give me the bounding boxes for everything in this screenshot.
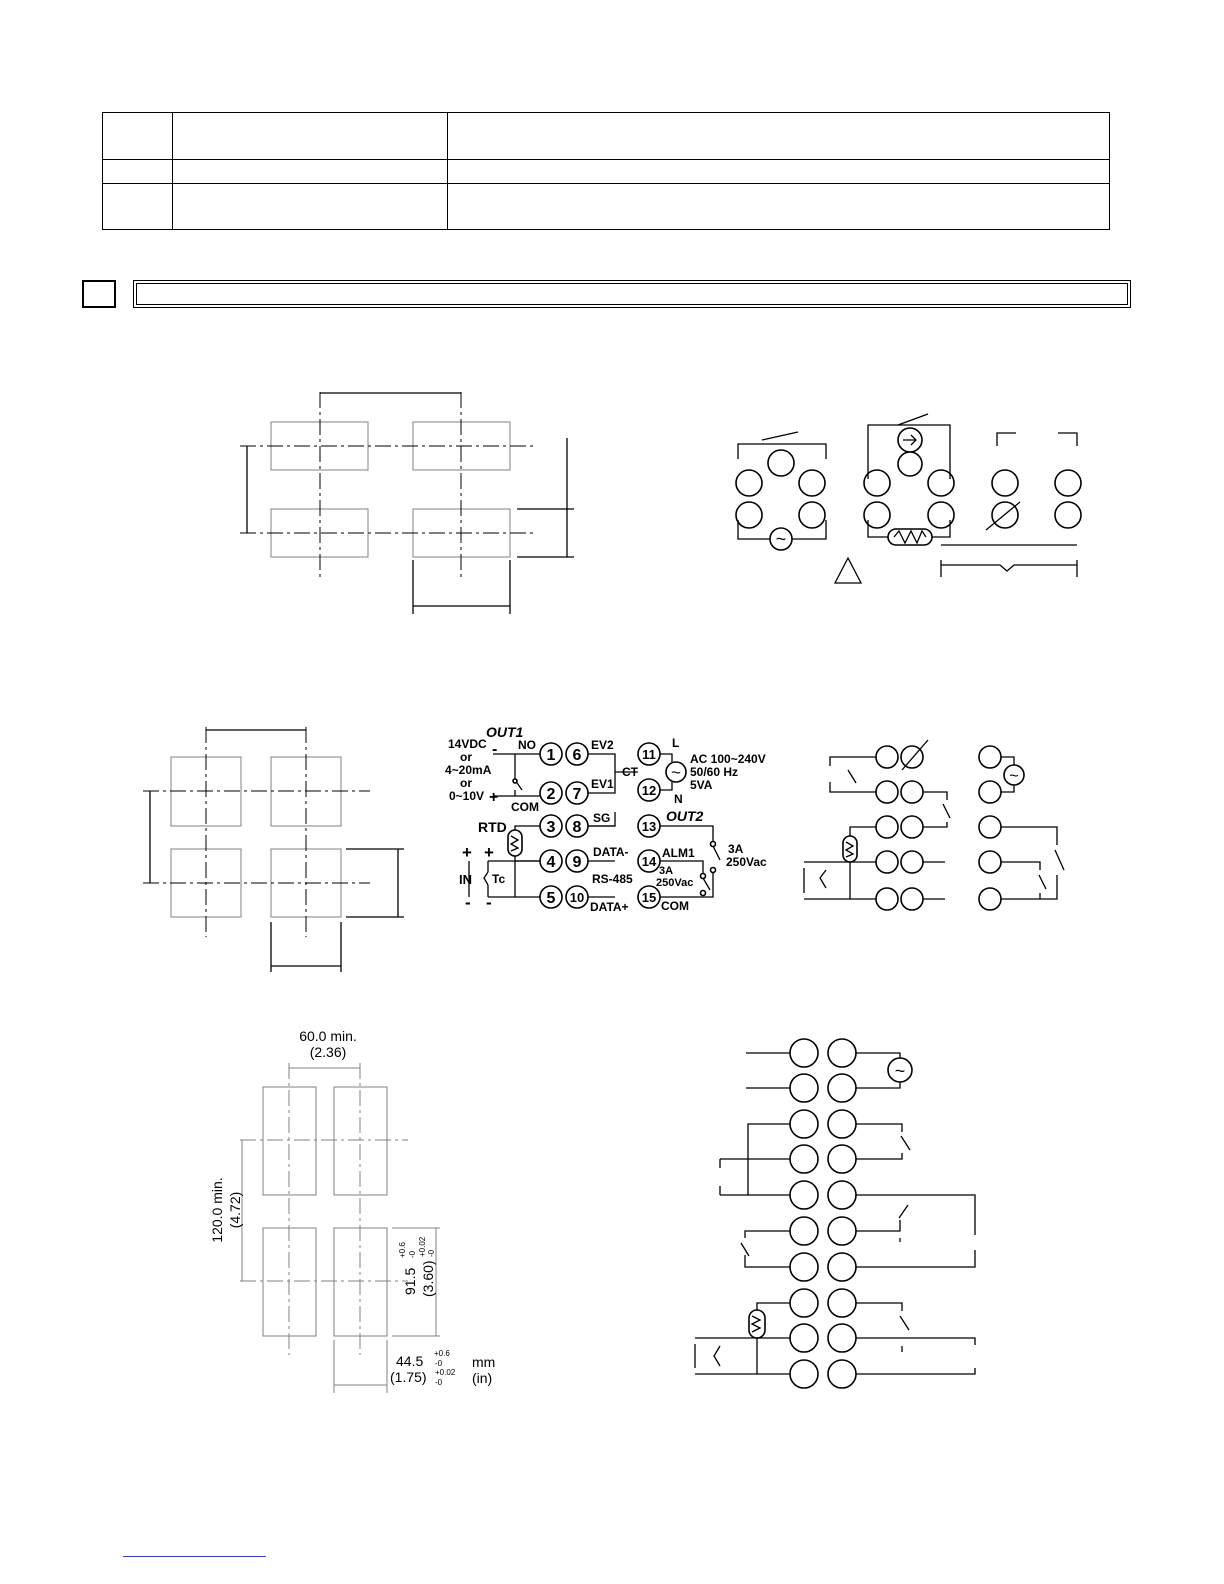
in-plus: + xyxy=(484,843,494,862)
svg-text:~: ~ xyxy=(775,529,787,549)
wiring-diagram-f xyxy=(804,740,1064,910)
dim-height-tol: +0.6 xyxy=(398,1242,407,1258)
dim-h-spacing: 60.0 min. xyxy=(299,1028,357,1044)
unit-mm: mm xyxy=(472,1354,496,1370)
terminal-number: 2 xyxy=(546,786,556,803)
in-plus: + xyxy=(462,843,472,862)
com2-label: COM xyxy=(661,899,689,913)
ac-spec: 5VA xyxy=(690,778,713,792)
out1-spec: 0~10V xyxy=(449,789,485,803)
terminal-number: 9 xyxy=(572,854,582,871)
terminal-number: 13 xyxy=(641,819,657,834)
out1-minus: - xyxy=(492,741,498,758)
ac-spec: 50/60 Hz xyxy=(690,765,739,779)
out2-title: OUT2 xyxy=(666,808,704,824)
dim-h-spacing-in: (2.36) xyxy=(309,1044,347,1060)
ev2-label: EV2 xyxy=(591,738,614,752)
ev1-label: EV1 xyxy=(591,777,614,791)
out1-spec: 14VDC xyxy=(448,737,487,751)
footer-link-underline[interactable] xyxy=(123,1556,266,1557)
terminal-number: 15 xyxy=(641,890,657,905)
dim-height-in: (3.60) xyxy=(420,1260,436,1297)
svg-text:~: ~ xyxy=(894,1061,906,1081)
out1-spec: or xyxy=(460,750,472,764)
dim-width-tol: +0.6 xyxy=(434,1349,450,1358)
ac-spec: AC 100~240V xyxy=(690,752,766,766)
panel-cutout-a xyxy=(240,392,574,614)
terminal-number: 14 xyxy=(641,854,657,869)
svg-text:~: ~ xyxy=(671,763,681,782)
terminal-number: 10 xyxy=(569,890,585,905)
terminal-wiring-main xyxy=(445,724,767,914)
no-label: NO xyxy=(518,738,536,752)
terminal-number: 4 xyxy=(546,854,556,871)
terminal-number: 8 xyxy=(572,819,582,836)
dim-height: 91.5 xyxy=(402,1267,418,1295)
unit-in: (in) xyxy=(472,1370,493,1386)
dim-width-tol: -0 xyxy=(435,1359,443,1368)
ct-label: CT xyxy=(622,765,638,779)
dim-width-in: (1.75) xyxy=(390,1369,427,1385)
alm1-rating: 250Vac xyxy=(656,877,694,889)
n-label: N xyxy=(674,792,683,806)
alm1-rating: 3A xyxy=(659,865,674,877)
alm1-label: ALM1 xyxy=(662,846,695,860)
in-minus: - xyxy=(486,893,492,912)
wiring-diagram-h xyxy=(695,1039,975,1388)
dim-width: 44.5 xyxy=(396,1353,424,1369)
out1-spec: 4~20mA xyxy=(445,763,492,777)
rtd-label: RTD xyxy=(478,819,507,835)
svg-text:~: ~ xyxy=(1009,768,1019,785)
data-minus-label: DATA- xyxy=(593,845,629,859)
out1-plus: + xyxy=(489,789,499,806)
dim-v-spacing: 120.0 min. xyxy=(209,1177,225,1243)
out2-rating: 3A xyxy=(728,842,744,856)
dim-height-tol: -0 xyxy=(408,1250,417,1258)
panel-cutout-b xyxy=(143,727,404,972)
l-label: L xyxy=(672,736,680,750)
terminal-number: 6 xyxy=(572,747,582,764)
panel-cutout-c xyxy=(209,1028,495,1393)
tc-label: Tc xyxy=(492,872,506,886)
dim-height-in-tol: +0.02 xyxy=(418,1236,427,1257)
rs485-label: RS-485 xyxy=(592,872,633,886)
terminal-number: 11 xyxy=(642,747,656,762)
dim-width-in-tol: -0 xyxy=(435,1378,443,1387)
com-label: COM xyxy=(511,800,539,814)
out2-rating: 250Vac xyxy=(726,855,767,869)
terminal-number: 1 xyxy=(546,747,556,764)
in-label: IN xyxy=(459,872,472,887)
out1-spec: or xyxy=(460,776,472,790)
wiring-diagram-b xyxy=(736,414,1081,583)
out1-title: OUT1 xyxy=(486,724,524,740)
terminal-number: 5 xyxy=(546,890,556,907)
dim-v-spacing-in: (4.72) xyxy=(227,1191,243,1229)
in-minus: - xyxy=(465,893,471,912)
terminal-number: 7 xyxy=(572,786,582,803)
dim-height-in-tol: -0 xyxy=(427,1249,436,1257)
terminal-number: 12 xyxy=(641,783,657,798)
sg-label: SG xyxy=(593,811,611,825)
dim-width-in-tol: +0.02 xyxy=(435,1368,456,1377)
data-plus-label: DATA+ xyxy=(590,900,629,914)
terminal-number: 3 xyxy=(546,819,556,836)
